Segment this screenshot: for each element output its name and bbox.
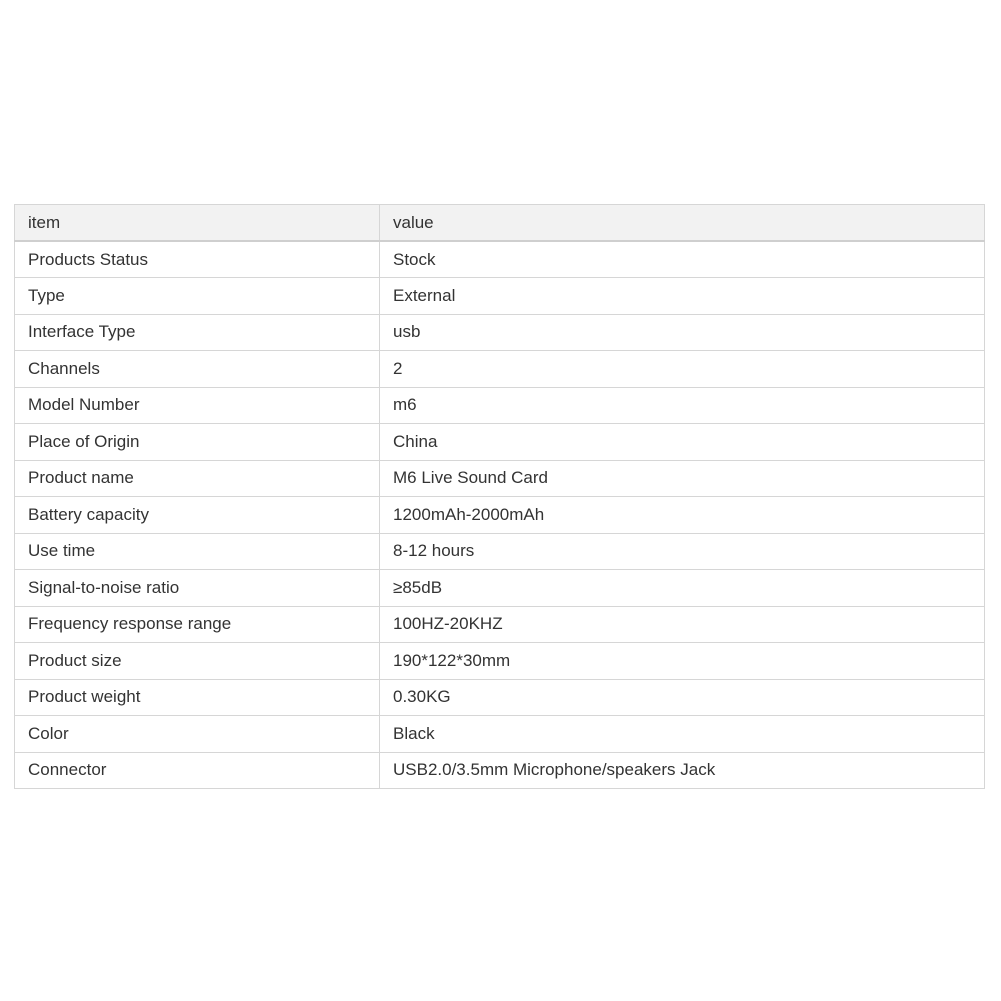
header-value-cell: value [380, 205, 985, 242]
table-row [15, 497, 985, 534]
table-row [15, 752, 985, 789]
row-item-cell: Place of Origin [15, 424, 380, 461]
row-value-cell: M6 Live Sound Card [380, 460, 985, 497]
table-row [15, 460, 985, 497]
spec-table [14, 204, 985, 789]
row-item-cell: Interface Type [15, 314, 380, 351]
row-value-cell: Stock [380, 241, 985, 278]
row-value-cell: 1200mAh-2000mAh [380, 497, 985, 534]
row-item-cell: Signal-to-noise ratio [15, 570, 380, 607]
row-value-cell: usb [380, 314, 985, 351]
table-row [15, 387, 985, 424]
row-value-cell: USB2.0/3.5mm Microphone/speakers Jack [380, 752, 985, 789]
table-row [15, 424, 985, 461]
row-value-cell: m6 [380, 387, 985, 424]
table-row [15, 278, 985, 315]
table-header-row [15, 205, 985, 242]
row-item-cell: Product name [15, 460, 380, 497]
row-value-cell: 100HZ-20KHZ [380, 606, 985, 643]
header-item-cell: item [15, 205, 380, 242]
table-row [15, 570, 985, 607]
row-item-cell: Use time [15, 533, 380, 570]
row-value-cell: ≥85dB [380, 570, 985, 607]
row-item-cell: Connector [15, 752, 380, 789]
row-value-cell: 8-12 hours [380, 533, 985, 570]
spec-table-body [15, 205, 985, 789]
row-item-cell: Product weight [15, 679, 380, 716]
row-value-cell: China [380, 424, 985, 461]
row-value-cell: External [380, 278, 985, 315]
row-item-cell: Frequency response range [15, 606, 380, 643]
row-item-cell: Model Number [15, 387, 380, 424]
table-row [15, 533, 985, 570]
row-item-cell: Products Status [15, 241, 380, 278]
table-row [15, 716, 985, 753]
row-value-cell: 2 [380, 351, 985, 388]
table-row [15, 643, 985, 680]
table-row [15, 679, 985, 716]
row-value-cell: Black [380, 716, 985, 753]
row-item-cell: Product size [15, 643, 380, 680]
row-item-cell: Type [15, 278, 380, 315]
row-item-cell: Battery capacity [15, 497, 380, 534]
table-row [15, 314, 985, 351]
table-row [15, 606, 985, 643]
row-item-cell: Color [15, 716, 380, 753]
table-row [15, 241, 985, 278]
row-value-cell: 190*122*30mm [380, 643, 985, 680]
row-value-cell: 0.30KG [380, 679, 985, 716]
row-item-cell: Channels [15, 351, 380, 388]
table-row [15, 351, 985, 388]
